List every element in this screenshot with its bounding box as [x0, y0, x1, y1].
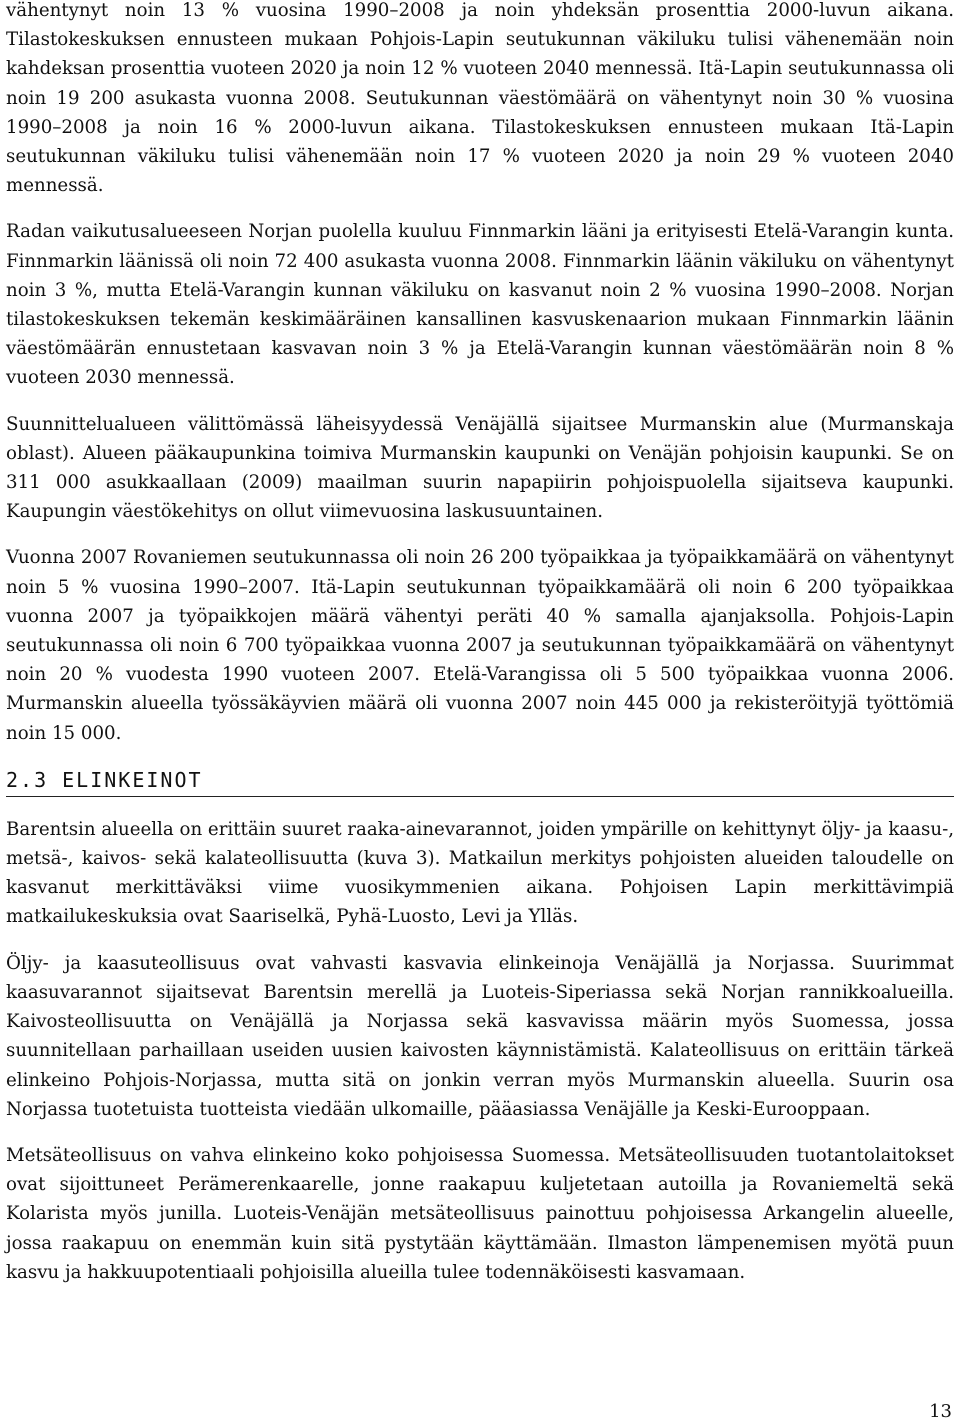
- paragraph-population-finnmark: Radan vaikutusalueeseen Norjan puolella kuuluu Finnmarkin lääni ja erityisesti Etelä-Varangin kunta. Finnmarkin läänissä oli noin 72 400 asukasta vuonna 2008. Finnmarkin läänin väkiluku on vähentynyt noin 3 %, mutta Etelä-Varangin kunnan väkiluku on kasvanut noin 2 % vuosina 1990–2008. Norjan tilastokeskuksen tekemän keskimääräinen kansallinen kasvuskenaarion mukaan Finnmarkin läänin väestömäärän ennustetaan kasvavan noin 3 % ja Etelä-Varangin kunnan väestömäärän noin 8 % vuoteen 2030 mennessä.: [6, 221, 954, 389]
- document-page: [6, 0, 954, 1304]
- page-number: 13: [929, 1401, 952, 1422]
- paragraph-population-lapland: vähentynyt noin 13 % vuosina 1990–2008 ja noin yhdeksän prosenttia 2000-luvun aikana. Tilastokeskuksen ennusteen mukaan Pohjois-Lapin seutukunnan väkiluku tulisi vähenemään noin kahdeksan prosenttia vuoteen 2020 ja noin 12 % vuoteen 2040 mennessä. Itä-Lapin seutukunnassa oli noin 19 200 asukasta vuonna 2008. Seutukunnan väestömäärä on vähentynyt noin 30 % vuosina 1990–2008 ja noin 16 % 2000-luvun aikana. Tilastokeskuksen ennusteen mukaan Itä-Lapin seutukunnan väkiluku tulisi vähenemään noin 17 % vuoteen 2020 ja noin 29 % vuoteen 2040 mennessä.: [6, 0, 954, 197]
- section-number: 2.3: [6, 767, 49, 792]
- paragraph-resources: Barentsin alueella on erittäin suuret raaka-ainevarannot, joiden ympärille on kehittynyt öljy- ja kaasu-, metsä-, kaivos- sekä kalateollisuutta (kuva 3). Matkailun merkitys pohjoisten alueiden taloudelle on kasvanut merkittäväksi viime vuosikymmenien aikana. Pohjoisen Lapin merkittävimpiä matkailukeskuksia ovat Saariselkä, Pyhä-Luosto, Levi ja Ylläs.: [6, 818, 955, 928]
- paragraph-murmansk: Suunnittelualueen välittömässä läheisyydessä Venäjällä sijaitsee Murmanskin alue (Murmanskaja oblast). Alueen pääkaupunkina toimiva Murmanskin kaupunki on Venäjän pohjoisin kaupunki. Se on 311 000 asukkaallaan (2009) maailman suurin napapiirin pohjoispuolella sijaitseva kaupunki. Kaupungin väestökehitys on ollut viimevuosina laskusuuntainen.: [6, 413, 954, 523]
- section-title: ELINKEINOT: [62, 767, 203, 792]
- paragraph-jobs: Vuonna 2007 Rovaniemen seutukunnassa oli noin 26 200 työpaikkaa ja työpaikkamäärä on vähentynyt noin 5 % vuosina 1990–2007. Itä-Lapin seutukunnan työpaikkamäärä oli noin 6 200 työpaikkaa vuonna 2007 ja työpaikkojen määrä vähentyi peräti 40 % samalla ajanjaksolla. Pohjois-Lapin seutukunnassa oli noin 6 700 työpaikkaa vuonna 2007 ja seutukunnan työpaikkamäärä on vähentynyt noin 20 % vuodesta 1990 vuoteen 2007. Etelä-Varangissa oli 5 500 työpaikkaa vuonna 2006. Murmanskin alueella työssäkäyvien määrä oli vuonna 2007 noin 445 000 ja rekisteröityjä työttömiä noin 15 000.: [6, 547, 954, 744]
- paragraph-forestry: Metsäteollisuus on vahva elinkeino koko pohjoisessa Suomessa. Metsäteollisuuden tuotantolaitokset ovat sijoittuneet Perämerenkaarelle, jonne raakapuu kuljetetaan autoilla ja Rovaniemeltä sekä Kolarista myös junilla. Luoteis-Venäjän metsäteollisuus painottuu pohjoisessa Arkangelin alueelle, jossa raakapuu on enemmän kuin sitä pystytään käyttämään. Ilmaston lämpenemisen myötä puun kasvu ja hakkuupotentiaali pohjoisilla alueilla tulee todennäköisesti kasvamaan.: [6, 1144, 954, 1283]
- section-heading: [6, 768, 954, 797]
- paragraph-oil-gas: Öljy- ja kaasuteollisuus ovat vahvasti kasvavia elinkeinoja Venäjällä ja Norjassa. Suurimmat kaasuvarannot sijaitsevat Barentsin merellä ja Luoteis-Siperiassa sekä Norjan rannikkoalueilla. Kaivosteollisuutta on Venäjällä ja Norjassa sekä kasvavissa määrin myös Suomessa, jossa suunnitellaan parhaillaan useiden uusien kaivosten käynnistämistä. Kalateollisuus on erittäin tärkeä elinkeino Pohjois-Norjassa, mutta sitä on jonkin verran myös Murmanskin alueella. Suurin osa Norjassa tuotetuista tuotteista viedään ulkomaille, pääasiassa Venäjälle ja Keski-Eurooppaan.: [6, 952, 954, 1120]
